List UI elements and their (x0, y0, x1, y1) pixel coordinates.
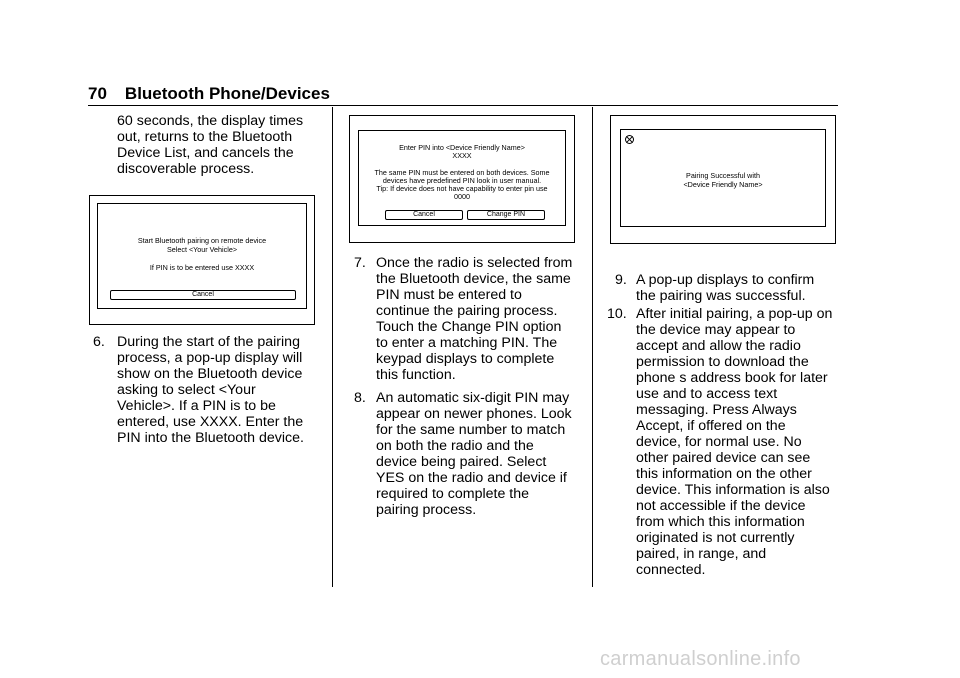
pairing-start-dialog (97, 203, 307, 309)
column-divider-2 (592, 107, 593, 587)
text-line: discoverable process. (117, 161, 255, 177)
text-line: this function. (376, 367, 456, 383)
step-8 (354, 390, 590, 518)
screen-line: 0000 (454, 192, 470, 201)
pairing-start-screen (89, 195, 315, 325)
text-line: device. This information is also (636, 482, 830, 498)
text-line: for the same number to match (376, 422, 566, 438)
text-line: from which this information (636, 514, 805, 530)
text-line: use and to access text (636, 386, 778, 402)
screen-line: XXXX (452, 151, 472, 160)
text-line: out, returns to the Bluetooth (117, 129, 293, 145)
text-line: the pairing was successful. (636, 288, 806, 304)
column-divider-1 (332, 107, 333, 587)
screen-line: Start Bluetooth pairing on remote device (137, 236, 267, 245)
header-rule (88, 105, 838, 106)
text-line: the Bluetooth device, the same (376, 271, 571, 287)
text-line: After initial pairing, a pop-up on (636, 306, 833, 322)
text-line: accept and allow the radio (636, 338, 801, 354)
text-line: not accessible if the device (636, 498, 806, 514)
text-line: this information on the other (636, 466, 812, 482)
text-line: entered, use XXXX. Enter the (117, 414, 304, 430)
text-line: required to complete the (376, 486, 530, 502)
cancel-button[interactable]: Cancel (110, 290, 296, 300)
close-icon[interactable] (625, 135, 634, 144)
text-line: YES on the radio and device if (376, 470, 567, 486)
screen-line: Tip: If device does not have capability to enter pin use (376, 184, 548, 193)
step-7 (354, 255, 590, 383)
text-line: PIN must be entered to (376, 287, 522, 303)
step-number: 10. (607, 306, 627, 322)
text-line: permission to download the (636, 354, 809, 370)
page-header (88, 84, 330, 104)
text-line: pairing process. (376, 502, 477, 518)
text-line: appear on newer phones. Look (376, 406, 572, 422)
text-line: process, a pop-up display will (117, 350, 303, 366)
text-line: other paired device can see (636, 450, 811, 466)
page-number: 70 (88, 84, 107, 103)
text-line: show on the Bluetooth device (117, 366, 303, 382)
screen-line: Enter PIN into <Device Friendly Name> (399, 143, 525, 152)
pairing-success-dialog (620, 129, 826, 227)
text-line: phone s address book for later (636, 370, 828, 386)
screen-line: The same PIN must be entered on both devices. Some (374, 168, 550, 177)
cancel-button[interactable]: Cancel (385, 210, 463, 220)
text-line: to enter a matching PIN. The (376, 335, 558, 351)
screen-line: devices have predefined PIN look in user manual. (382, 176, 542, 185)
step-number: 7. (354, 255, 366, 271)
step-10 (607, 306, 847, 578)
text-line: messaging. Press Always (636, 402, 797, 418)
text-line: An automatic six-digit PIN may (376, 390, 570, 406)
change-pin-button[interactable]: Change PIN (467, 210, 545, 220)
text-line: Touch the Change PIN option (376, 319, 562, 335)
text-line: PIN into the Bluetooth device. (117, 430, 304, 446)
enter-pin-dialog (358, 130, 566, 226)
enter-pin-screen (349, 115, 575, 243)
step-9 (615, 272, 847, 304)
screen-line: <Device Friendly Name> (683, 180, 763, 189)
text-line: on both the radio and the (376, 438, 534, 454)
screen-line: Pairing Successful with (686, 171, 760, 180)
intro-paragraph (117, 113, 329, 177)
text-line: originated is not currently (636, 530, 795, 546)
text-line: During the start of the pairing (117, 334, 300, 350)
text-line: Device List, and cancels the (117, 145, 294, 161)
watermark: carmanualsonline.info (600, 648, 801, 670)
screen-line: Select <Your Vehicle> (166, 245, 238, 254)
text-line: device, for normal use. No (636, 434, 802, 450)
text-line: the device may appear to (636, 322, 796, 338)
text-line: keypad displays to complete (376, 351, 555, 367)
screen-line: If PIN is to be entered use XXXX (149, 263, 255, 272)
step-6 (93, 334, 329, 446)
pairing-success-screen (610, 115, 836, 244)
text-line: Accept, if offered on the (636, 418, 786, 434)
text-line: Vehicle>. If a PIN is to be (117, 398, 276, 414)
step-number: 8. (354, 390, 366, 406)
step-number: 9. (615, 272, 627, 288)
text-line: asking to select <Your (117, 382, 256, 398)
text-line: 60 seconds, the display times (117, 113, 304, 129)
text-line: A pop-up displays to confirm (636, 272, 815, 288)
text-line: paired, in range, and (636, 546, 767, 562)
text-line: Once the radio is selected from (376, 255, 573, 271)
page-title: Bluetooth Phone/Devices (124, 84, 330, 103)
text-line: device being paired. Select (376, 454, 547, 470)
step-number: 6. (93, 334, 105, 350)
text-line: connected. (636, 562, 706, 578)
text-line: continue the pairing process. (376, 303, 558, 319)
